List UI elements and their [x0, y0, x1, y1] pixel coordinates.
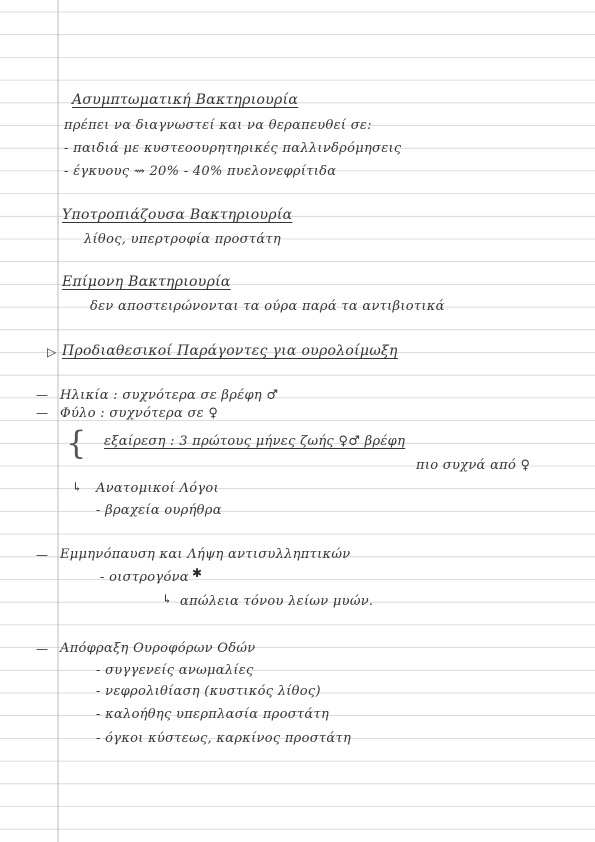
- arrow-icon: ↳: [72, 480, 83, 494]
- curved-arrow-icon: ↳: [162, 592, 173, 606]
- dash-bullet-icon: —: [36, 548, 48, 562]
- note-line: - νεφρολιθίαση (κυστικός λίθος): [96, 684, 321, 699]
- note-line: λίθος, υπερτροφία προστάτη: [84, 232, 282, 247]
- note-line: εξαίρεση : 3 πρώτους μήνες ζωής ♀♂ βρέφη: [104, 434, 406, 449]
- note-line: - βραχεία ουρήθρα: [96, 503, 222, 518]
- heading-persistent-bacteriuria: Επίμονη Βακτηριουρία: [62, 274, 231, 290]
- dash-bullet-icon: —: [36, 406, 48, 420]
- note-line: - παιδιά με κυστεοουρητηρικές παλλινδρόμησεις: [64, 141, 402, 156]
- note-line: δεν αποστειρώνονται τα ούρα παρά τα αντιβιοτικά: [90, 299, 445, 314]
- triangle-bullet-icon: ▷: [47, 345, 57, 359]
- note-line: - οιστρογόνα: [100, 570, 189, 585]
- brace-icon: {: [66, 424, 87, 462]
- note-line: - έγκυους ⇝ 20% - 40% πυελονεφρίτιδα: [64, 164, 337, 179]
- note-line: Ηλικία : συχνότερα σε βρέφη ♂: [60, 388, 279, 403]
- note-line: πιο συχνά από ♀: [416, 458, 531, 473]
- note-line: - όγκοι κύστεως, καρκίνος προστάτη: [96, 731, 352, 746]
- heading-recurrent-bacteriuria: Υποτροπιάζουσα Βακτηριουρία: [62, 207, 293, 223]
- note-line: πρέπει να διαγνωστεί και να θεραπευθεί σε:: [64, 118, 372, 133]
- dash-bullet-icon: —: [36, 388, 48, 402]
- hatched-scribble-icon: ✱: [192, 566, 203, 580]
- heading-predisposing-factors: Προδιαθεσικοί Παράγοντες για ουρολοίμωξη: [62, 343, 398, 359]
- note-line: Εμμηνόπαυση και Λήψη αντισυλληπτικών: [60, 547, 351, 562]
- note-line: Φύλο : συχνότερα σε ♀: [60, 406, 219, 421]
- note-line: Ανατομικοί Λόγοι: [96, 481, 219, 496]
- dash-bullet-icon: —: [36, 642, 48, 656]
- note-line: Απόφραξη Ουροφόρων Οδών: [60, 641, 256, 656]
- note-line: απώλεια τόνου λείων μυών.: [180, 594, 374, 609]
- note-line: - καλοήθης υπερπλασία προστάτη: [96, 707, 330, 722]
- heading-asymptomatic-bacteriuria: Ασυμπτωματική Βακτηριουρία: [72, 92, 299, 108]
- note-line: - συγγενείς ανωμαλίες: [96, 663, 254, 678]
